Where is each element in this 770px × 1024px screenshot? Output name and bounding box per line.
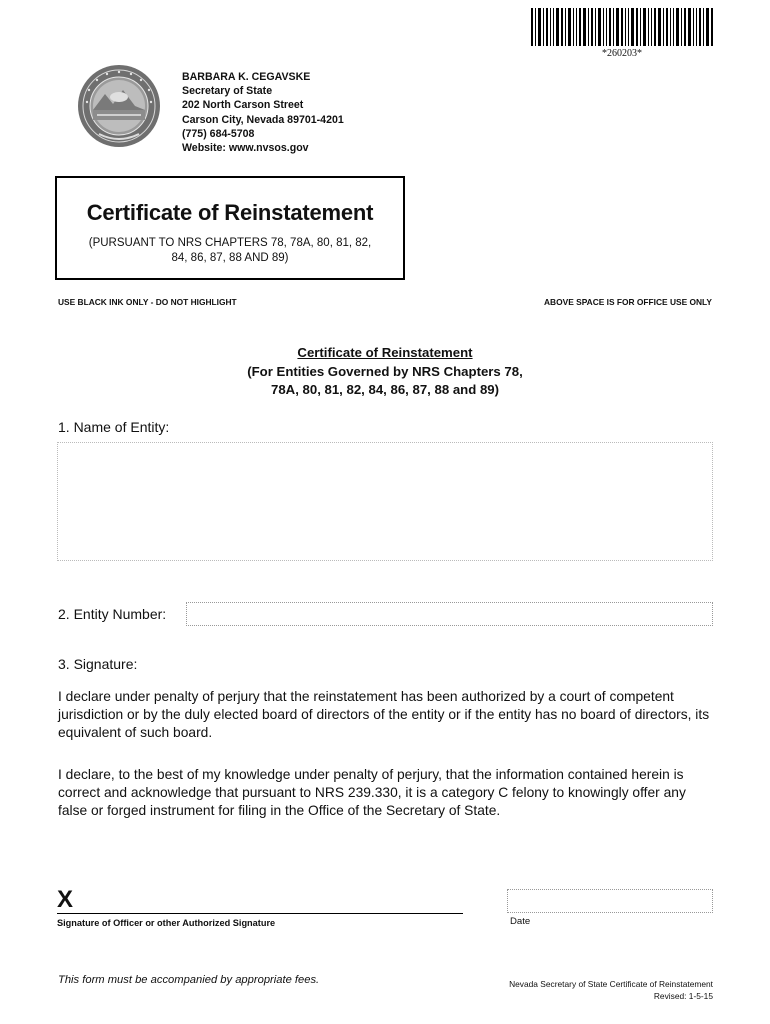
barcode-number: *260203* [602,48,642,59]
office-use-note: ABOVE SPACE IS FOR OFFICE USE ONLY [544,297,712,307]
entity-number-label: 2. Entity Number: [58,606,167,622]
phone-number: (775) 684-5708 [182,127,255,140]
form-name: Nevada Secretary of State Certificate of Reinstatement [509,979,713,989]
website: Website: www.nvsos.gov [182,142,309,155]
form-heading-title: Certificate of Reinstatement [297,345,473,360]
declaration-paragraph-1: I declare under penalty of perjury that the reinstatement has been authorized by a court of competent jurisdiction or by the duly elected board of directors of the entity or if the entity has no board of directors, its equivalent of such board. [58,689,710,741]
entity-name-field[interactable] [57,442,713,561]
street-address: 202 North Carson Street [182,99,304,112]
signature-label: 3. Signature: [58,656,138,672]
date-field[interactable] [507,889,713,913]
signature-line[interactable] [57,913,463,914]
nevada-state-seal-icon [77,64,161,148]
form-footer [509,978,713,1002]
form-heading-line3: 78A, 80, 81, 82, 84, 86, 87, 88 and 89) [271,382,499,397]
office-address [182,70,344,155]
revision-date: Revised: 1-5-15 [653,991,713,1001]
declaration-paragraph-2: I declare, to the best of my knowledge under penalty of perjury, that the information contained herein is correct and acknowledge that pursuant to NRS 239.330, it is a category C felony to knowingly offer any false or forged instrument for filing in the Office of the Secretary of State. [58,767,686,819]
barcode-icon [531,8,713,46]
date-label: Date [510,916,531,927]
entity-number-field[interactable] [186,602,713,626]
signature-x-mark: X [57,886,74,913]
page-title: Certificate of Reinstatement [86,200,374,225]
signature-caption: Signature of Officer or other Authorized Signature [57,918,276,928]
title-box [55,176,405,280]
secretary-name: BARBARA K. CEGAVSKE [182,71,311,83]
secretary-title: Secretary of State [182,85,273,98]
ink-instruction: USE BLACK INK ONLY - DO NOT HIGHLIGHT [58,297,237,307]
fees-note: This form must be accompanied by appropriate fees. [58,974,320,986]
form-heading [0,344,770,400]
entity-name-label: 1. Name of Entity: [58,419,170,435]
title-subtitle: (PURSUANT TO NRS CHAPTERS 78, 78A, 80, 81, 82, 84, 86, 87, 88 AND 89) [88,237,372,264]
city-state-zip: Carson City, Nevada 89701-4201 [182,113,344,126]
form-heading-line2: (For Entities Governed by NRS Chapters 78, [247,363,523,379]
